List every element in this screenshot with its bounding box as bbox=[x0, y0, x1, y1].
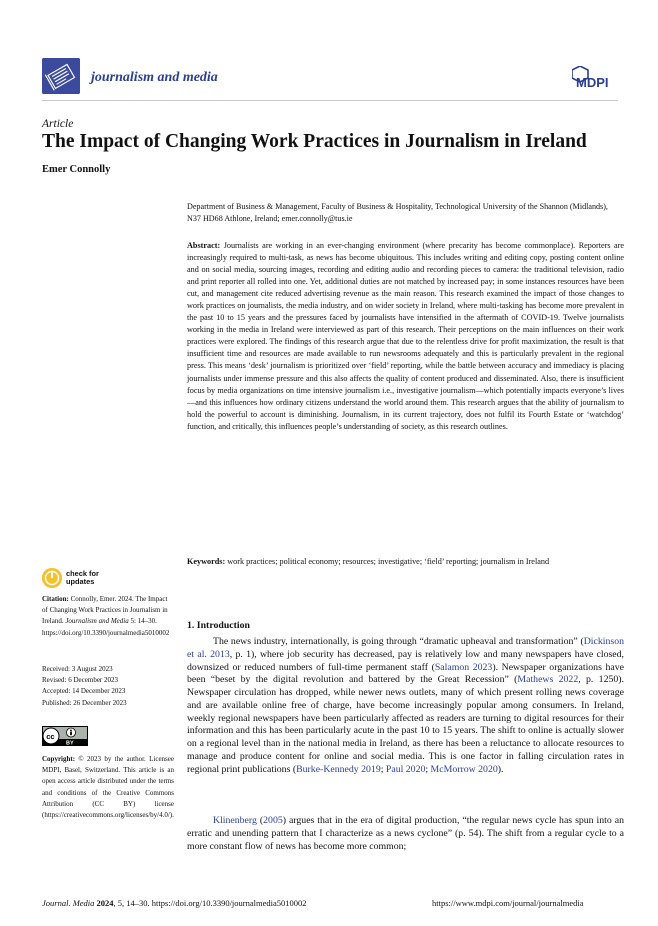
citation-link[interactable]: Burke-Kennedy 2019 bbox=[296, 763, 381, 775]
author-name: Emer Connolly bbox=[42, 164, 111, 175]
citation-link[interactable]: 2005 bbox=[263, 815, 283, 826]
journal-name: journalism and media bbox=[91, 70, 218, 85]
svg-text:cc: cc bbox=[46, 732, 55, 741]
check-updates-label-line1: check for bbox=[66, 569, 99, 578]
keywords-label: Keywords: bbox=[187, 557, 226, 566]
footer-doi[interactable]: , 5, 14–30. https://doi.org/10.3390/journalmedia5010002 bbox=[113, 898, 307, 908]
section-heading-introduction: 1. Introduction bbox=[187, 620, 250, 631]
footer-journal: Journal. Media bbox=[42, 898, 95, 908]
citation-link[interactable]: Paul 2020 bbox=[385, 763, 426, 775]
body-paragraph-1 bbox=[187, 636, 624, 776]
cc-by-license-icon[interactable] bbox=[42, 726, 88, 746]
body-paragraph-2 bbox=[187, 815, 624, 853]
abstract bbox=[187, 240, 624, 433]
date-revised: Revised: 6 December 2023 bbox=[42, 676, 119, 685]
mdpi-wordmark: MDPI bbox=[576, 75, 609, 90]
citation-journal: Journalism and Media bbox=[65, 617, 129, 626]
footer-year: 2024 bbox=[96, 898, 114, 908]
citation-text: Connolly, Emer. 2024. The Impact of Changing Work Practices in Journalism in Ireland. bbox=[42, 595, 168, 626]
date-received: Received: 3 August 2023 bbox=[42, 665, 113, 673]
mdpi-logo bbox=[572, 66, 618, 90]
article-type: Article bbox=[42, 118, 74, 130]
check-updates-icon bbox=[42, 568, 62, 588]
copyright-text: © 2023 by the author. Licensee MDPI, Basel, Switzerland. This article is an open access article distributed under the terms and conditions of the Creative Commons Attribution (CC BY) license (https://creativecommons.org/licenses/by/4.0/). bbox=[42, 755, 174, 820]
keywords bbox=[187, 556, 624, 568]
citation-link[interactable]: McMorrow 2020 bbox=[430, 763, 498, 775]
citation-doi[interactable]: 5: 14–30. https://doi.org/10.3390/journalmedia5010002 bbox=[42, 617, 170, 637]
citation-link[interactable]: Klinenberg bbox=[213, 815, 257, 826]
check-updates-label-line2: updates bbox=[66, 577, 95, 586]
publication-dates bbox=[42, 664, 174, 709]
citation-link[interactable]: Salamon 2023 bbox=[434, 661, 493, 673]
article-title: The Impact of Changing Work Practices in Journalism in Ireland bbox=[42, 131, 587, 152]
paragraph-text: , p. 1250). Newspaper circulation has dropped, while newer news outlets, many of which present rolling news coverage and are available online free of charge, have become increasingly popular among consumers. In Ireland, weekly regional newspapers have been particularly affected as readers are turning to digital resources for their information and this has been particularly acute in the past 10 to 15 years. The shift to online is actually slower on a regional level than in the national media in Ireland, as there has been a reluctance to allocate resources to manage and produce content for online and social media. This is one factor in falling circulation rates in regional print publications ( bbox=[187, 674, 624, 775]
copyright-label: Copyright: bbox=[42, 755, 76, 763]
date-published: Published: 26 December 2023 bbox=[42, 698, 127, 707]
paragraph-text: , p. 1), where job security has decreased, pay is relatively low and many newspapers have closed, downsized or reduced numbers of full-time permanent staff ( bbox=[187, 648, 624, 673]
citation-label: Citation: bbox=[42, 595, 69, 603]
paragraph-text: ) argues that in the era of digital production, “the regular news cycle has spun into an erratic and unending pattern that I characterize as a news cyclone” (p. 54). The shift from a regular cycle to a more constant flow of news has become more common; bbox=[187, 815, 624, 852]
copyright-notice bbox=[42, 754, 174, 821]
footer-citation bbox=[42, 898, 307, 908]
citation-link[interactable]: Mathews 2022 bbox=[517, 674, 579, 686]
abstract-text: Journalists are working in an ever-changing environment (where precarity has become commonplace). Reporters are increasingly required to multi-task, as news has become ubiquitous. This includes writing and editing copy, posting content online and on social media, sourcing images, recording and editing audio and recording pieces to camera: the traditional television, radio and print reporter all rolled into one. Yet, additional duties are not matched by increased pay; in some instances resources have been cut, and management cite reduced advertising revenue as the main reason. This research examined the impact of those changes to work practices on journalists, the media industry, and on wider society in Ireland, where multi-tasking has become more prevalent in the past 10 to 15 years and the pressures faced by journalists have intensified in the aftermath of COVID-19. Twelve journalists working in the media in Ireland were interviewed as part of this research. Their perceptions on the main influences on their work practices were explored. The findings of this research argue that due to the relentless drive for profit maximization, the result is that insufficient time and resources are made available to run newsrooms adequately and this is particularly prevalent in the regional press. This means ‘desk’ journalism is prioritized over ‘field’ reporting, while the battle between accuracy and immediacy is placing journalists under immense pressure and this also affects the quality of content produced and disseminated. Also, there is insufficient focus by media organizations on time intensive journalism i.e., investigative journalism—which potentially impacts everyone’s lives—and this influences how ordinary citizens understand the world around them. This research argues that the ability of journalism to hold the powerful to account is diminishing. Journalism, in its current trajectory, does not fulfil its Fourth Estate or ‘watchdog’ function, and critically, this influences people’s understanding of society, as this research outlines. bbox=[187, 241, 624, 431]
citation-link[interactable]: Dickinson et al. 2013 bbox=[187, 636, 624, 660]
cc-by-label: BY bbox=[66, 740, 74, 746]
paragraph-text: The news industry, internationally, is going through “dramatic upheaval and transformation” ( bbox=[213, 636, 584, 647]
keywords-text: work practices; political economy; resources; investigative; ‘field’ reporting; journalism in Ireland bbox=[227, 557, 550, 566]
paragraph-text: ; bbox=[380, 763, 386, 775]
footer-journal-url[interactable]: https://www.mdpi.com/journal/journalmedia bbox=[432, 898, 584, 908]
citation-block bbox=[42, 594, 174, 639]
author-affiliation: Department of Business & Management, Faculty of Business & Hospitality, Technological University of the Shannon (Midlands), N37 HD68 Athlone, Ireland; emer.connolly@tus.ie bbox=[187, 202, 608, 223]
journal-logo bbox=[42, 58, 80, 94]
paragraph-text: ). bbox=[497, 763, 504, 775]
paragraph-text: ( bbox=[256, 815, 264, 826]
paragraph-text: ). Newspaper organizations have been “beset by the digital revolution and battered by the Great Recession” ( bbox=[187, 661, 624, 686]
header-divider bbox=[42, 100, 618, 101]
check-for-updates-button[interactable] bbox=[42, 568, 122, 592]
paragraph-text: ; bbox=[425, 763, 431, 775]
date-accepted: Accepted: 14 December 2023 bbox=[42, 687, 126, 696]
abstract-label: Abstract: bbox=[187, 241, 221, 250]
